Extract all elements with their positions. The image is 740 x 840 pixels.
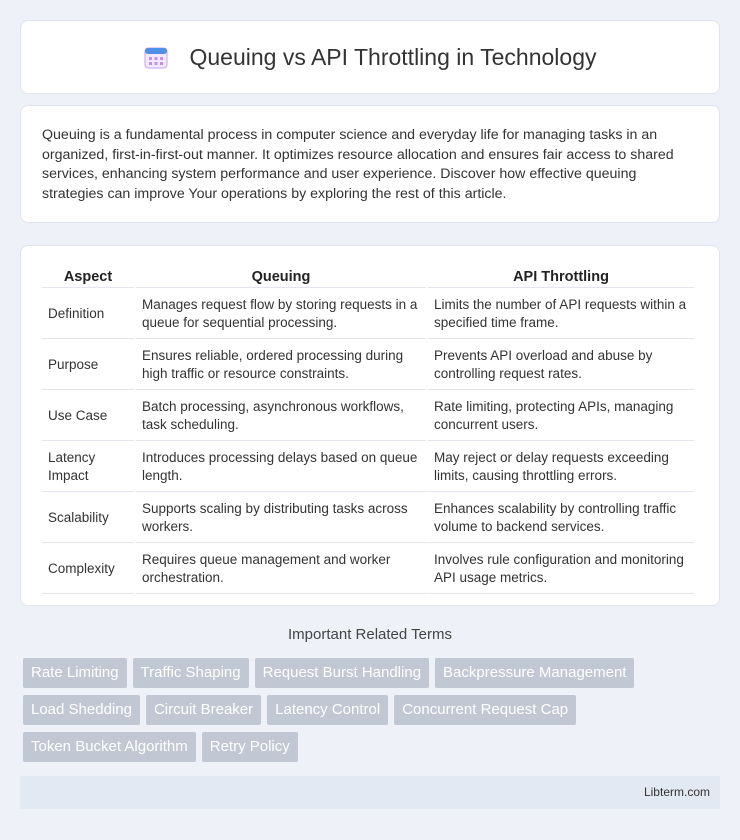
related-term-tag[interactable]: Request Burst Handling [255,658,429,688]
header-card [20,20,720,94]
queuing-cell: Ensures reliable, ordered processing during high traffic or resource constraints. [136,341,426,390]
api-throttling-cell: Rate limiting, protecting APIs, managing concurrent users. [428,392,694,441]
page-title: Queuing vs API Throttling in Technology [189,43,597,70]
table-row [42,341,694,390]
table-row [42,443,694,492]
api-throttling-cell: Enhances scalability by controlling traffic volume to backend services. [428,494,694,543]
footer-brand[interactable]: Libterm.com [643,785,710,799]
table-row [42,392,694,441]
related-term-tag[interactable]: Circuit Breaker [146,695,261,725]
aspect-cell: Scalability [42,494,134,543]
column-header-api-throttling: API Throttling [428,266,694,288]
aspect-cell: Latency Impact [42,443,134,492]
aspect-cell: Use Case [42,392,134,441]
comparison-table [40,264,696,596]
aspect-cell: Complexity [42,545,134,594]
api-throttling-cell: Limits the number of API requests within a specified time frame. [428,290,694,339]
related-terms-title: Important Related Terms [288,626,452,643]
queuing-cell: Manages request flow by storing requests in a queue for sequential processing. [136,290,426,339]
intro-card [20,105,720,223]
table-header-row [42,266,694,288]
related-term-tag[interactable]: Token Bucket Algorithm [23,732,196,762]
table-row [42,545,694,594]
api-throttling-cell: May reject or delay requests exceeding limits, causing throttling errors. [428,443,694,492]
column-header-aspect: Aspect [42,266,134,288]
api-throttling-cell: Prevents API overload and abuse by controlling request rates. [428,341,694,390]
footer [20,776,720,809]
table-row [42,290,694,339]
aspect-cell: Definition [42,290,134,339]
related-term-tag[interactable]: Load Shedding [23,695,140,725]
intro-text: Queuing is a fundamental process in computer science and everyday life for managing tasks in an organized, first-in-first-out manner. It optimizes resource allocation and ensures fair access to shared services, enhancing system performance and user experience. Discover how effective queuing strategies can improve Your operations by exploring the rest of this article. [42,127,674,202]
queuing-cell: Supports scaling by distributing tasks across workers. [136,494,426,543]
related-term-tag[interactable]: Retry Policy [202,732,298,762]
comparison-card [20,245,720,606]
related-term-tag[interactable]: Traffic Shaping [133,658,249,688]
column-header-queuing: Queuing [136,266,426,288]
api-throttling-cell: Involves rule configuration and monitoring API usage metrics. [428,545,694,594]
related-term-tag[interactable]: Latency Control [267,695,388,725]
calendar-icon [143,44,169,70]
queuing-cell: Batch processing, asynchronous workflows, task scheduling. [136,392,426,441]
table-row [42,494,694,543]
related-term-tag[interactable]: Backpressure Management [435,658,634,688]
related-terms-list [23,658,713,762]
aspect-cell: Purpose [42,341,134,390]
queuing-cell: Requires queue management and worker orchestration. [136,545,426,594]
related-term-tag[interactable]: Rate Limiting [23,658,127,688]
related-term-tag[interactable]: Concurrent Request Cap [394,695,576,725]
queuing-cell: Introduces processing delays based on queue length. [136,443,426,492]
